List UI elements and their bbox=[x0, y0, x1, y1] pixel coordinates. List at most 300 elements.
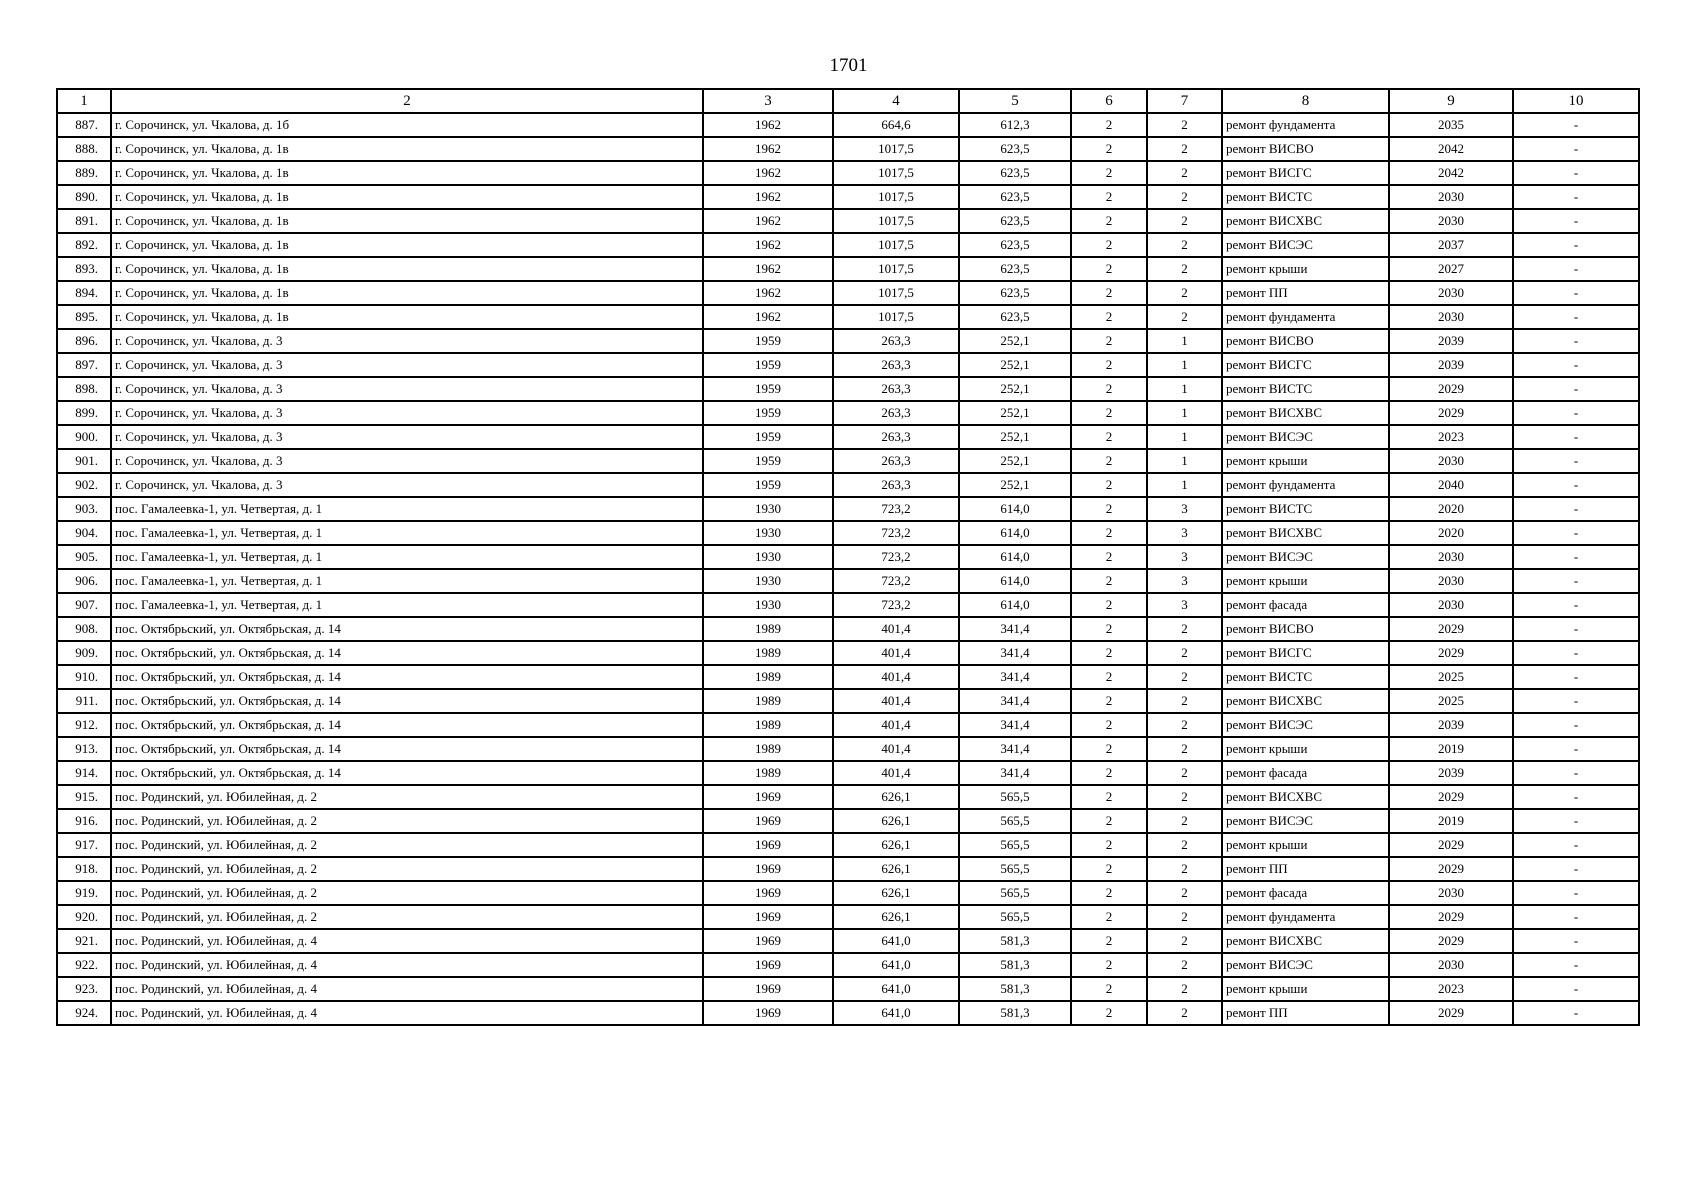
repair-type-cell: ремонт фасада bbox=[1222, 881, 1389, 905]
entrances-cell: 2 bbox=[1147, 161, 1222, 185]
living-area-cell: 341,4 bbox=[959, 617, 1071, 641]
year-built-cell: 1930 bbox=[703, 545, 833, 569]
row-number-cell: 904. bbox=[57, 521, 111, 545]
repair-type-cell: ремонт ВИСХВС bbox=[1222, 689, 1389, 713]
planned-year-cell: 2030 bbox=[1389, 545, 1513, 569]
year-built-cell: 1962 bbox=[703, 185, 833, 209]
planned-year-cell: 2023 bbox=[1389, 977, 1513, 1001]
row-number-cell: 924. bbox=[57, 1001, 111, 1025]
note-cell: - bbox=[1513, 593, 1639, 617]
note-cell: - bbox=[1513, 737, 1639, 761]
repair-type-cell: ремонт ВИСЭС bbox=[1222, 809, 1389, 833]
repair-type-cell: ремонт фундамента bbox=[1222, 905, 1389, 929]
planned-year-cell: 2035 bbox=[1389, 113, 1513, 137]
address-cell: г. Сорочинск, ул. Чкалова, д. 3 bbox=[111, 425, 703, 449]
row-number-cell: 897. bbox=[57, 353, 111, 377]
note-cell: - bbox=[1513, 401, 1639, 425]
note-cell: - bbox=[1513, 617, 1639, 641]
table-row bbox=[57, 713, 1639, 737]
entrances-cell: 2 bbox=[1147, 977, 1222, 1001]
entrances-cell: 2 bbox=[1147, 881, 1222, 905]
floors-cell: 2 bbox=[1071, 113, 1147, 137]
repair-type-cell: ремонт ВИСВО bbox=[1222, 329, 1389, 353]
note-cell: - bbox=[1513, 137, 1639, 161]
repair-type-cell: ремонт ВИСГС bbox=[1222, 161, 1389, 185]
year-built-cell: 1959 bbox=[703, 329, 833, 353]
row-number-cell: 887. bbox=[57, 113, 111, 137]
floors-cell: 2 bbox=[1071, 329, 1147, 353]
floors-cell: 2 bbox=[1071, 713, 1147, 737]
living-area-cell: 341,4 bbox=[959, 689, 1071, 713]
entrances-cell: 2 bbox=[1147, 137, 1222, 161]
year-built-cell: 1930 bbox=[703, 497, 833, 521]
entrances-cell: 2 bbox=[1147, 953, 1222, 977]
year-built-cell: 1959 bbox=[703, 449, 833, 473]
address-cell: пос. Октябрьский, ул. Октябрьская, д. 14 bbox=[111, 761, 703, 785]
living-area-cell: 565,5 bbox=[959, 785, 1071, 809]
living-area-cell: 565,5 bbox=[959, 857, 1071, 881]
total-area-cell: 1017,5 bbox=[833, 209, 959, 233]
repair-type-cell: ремонт ВИСХВС bbox=[1222, 929, 1389, 953]
table-row bbox=[57, 473, 1639, 497]
row-number-cell: 895. bbox=[57, 305, 111, 329]
note-cell: - bbox=[1513, 257, 1639, 281]
repair-type-cell: ремонт ВИСЭС bbox=[1222, 233, 1389, 257]
address-cell: г. Сорочинск, ул. Чкалова, д. 3 bbox=[111, 353, 703, 377]
table-row bbox=[57, 305, 1639, 329]
column-header: 7 bbox=[1147, 89, 1222, 113]
total-area-cell: 641,0 bbox=[833, 953, 959, 977]
row-number-cell: 907. bbox=[57, 593, 111, 617]
row-number-cell: 922. bbox=[57, 953, 111, 977]
repair-type-cell: ремонт ВИСХВС bbox=[1222, 209, 1389, 233]
entrances-cell: 2 bbox=[1147, 209, 1222, 233]
total-area-cell: 263,3 bbox=[833, 425, 959, 449]
floors-cell: 2 bbox=[1071, 497, 1147, 521]
table-row bbox=[57, 641, 1639, 665]
total-area-cell: 263,3 bbox=[833, 329, 959, 353]
repair-type-cell: ремонт фундамента bbox=[1222, 473, 1389, 497]
repair-type-cell: ремонт ВИСТС bbox=[1222, 377, 1389, 401]
repair-type-cell: ремонт ВИСХВС bbox=[1222, 401, 1389, 425]
table-row bbox=[57, 905, 1639, 929]
row-number-cell: 896. bbox=[57, 329, 111, 353]
note-cell: - bbox=[1513, 113, 1639, 137]
note-cell: - bbox=[1513, 377, 1639, 401]
total-area-cell: 1017,5 bbox=[833, 305, 959, 329]
table-row bbox=[57, 137, 1639, 161]
address-cell: г. Сорочинск, ул. Чкалова, д. 1в bbox=[111, 209, 703, 233]
note-cell: - bbox=[1513, 1001, 1639, 1025]
repair-type-cell: ремонт ПП bbox=[1222, 1001, 1389, 1025]
entrances-cell: 1 bbox=[1147, 473, 1222, 497]
note-cell: - bbox=[1513, 521, 1639, 545]
total-area-cell: 626,1 bbox=[833, 881, 959, 905]
address-cell: г. Сорочинск, ул. Чкалова, д. 1в bbox=[111, 233, 703, 257]
row-number-cell: 914. bbox=[57, 761, 111, 785]
total-area-cell: 641,0 bbox=[833, 929, 959, 953]
table-row bbox=[57, 233, 1639, 257]
total-area-cell: 401,4 bbox=[833, 713, 959, 737]
year-built-cell: 1969 bbox=[703, 929, 833, 953]
planned-year-cell: 2025 bbox=[1389, 689, 1513, 713]
planned-year-cell: 2029 bbox=[1389, 401, 1513, 425]
row-number-cell: 912. bbox=[57, 713, 111, 737]
row-number-cell: 908. bbox=[57, 617, 111, 641]
address-cell: г. Сорочинск, ул. Чкалова, д. 1в bbox=[111, 185, 703, 209]
table-row bbox=[57, 761, 1639, 785]
repair-type-cell: ремонт ВИСХВС bbox=[1222, 785, 1389, 809]
table-row bbox=[57, 833, 1639, 857]
year-built-cell: 1962 bbox=[703, 137, 833, 161]
living-area-cell: 623,5 bbox=[959, 257, 1071, 281]
living-area-cell: 565,5 bbox=[959, 905, 1071, 929]
note-cell: - bbox=[1513, 689, 1639, 713]
planned-year-cell: 2030 bbox=[1389, 185, 1513, 209]
repair-type-cell: ремонт ВИСХВС bbox=[1222, 521, 1389, 545]
floors-cell: 2 bbox=[1071, 137, 1147, 161]
repair-type-cell: ремонт крыши bbox=[1222, 257, 1389, 281]
note-cell: - bbox=[1513, 209, 1639, 233]
address-cell: пос. Родинский, ул. Юбилейная, д. 2 bbox=[111, 785, 703, 809]
planned-year-cell: 2037 bbox=[1389, 233, 1513, 257]
year-built-cell: 1962 bbox=[703, 305, 833, 329]
table-row bbox=[57, 281, 1639, 305]
living-area-cell: 623,5 bbox=[959, 233, 1071, 257]
address-cell: пос. Родинский, ул. Юбилейная, д. 4 bbox=[111, 953, 703, 977]
note-cell: - bbox=[1513, 449, 1639, 473]
table-row bbox=[57, 401, 1639, 425]
year-built-cell: 1969 bbox=[703, 977, 833, 1001]
living-area-cell: 252,1 bbox=[959, 449, 1071, 473]
entrances-cell: 2 bbox=[1147, 1001, 1222, 1025]
table-row bbox=[57, 113, 1639, 137]
table-row bbox=[57, 737, 1639, 761]
row-number-cell: 909. bbox=[57, 641, 111, 665]
total-area-cell: 626,1 bbox=[833, 833, 959, 857]
total-area-cell: 401,4 bbox=[833, 665, 959, 689]
planned-year-cell: 2030 bbox=[1389, 209, 1513, 233]
living-area-cell: 614,0 bbox=[959, 545, 1071, 569]
living-area-cell: 614,0 bbox=[959, 569, 1071, 593]
living-area-cell: 565,5 bbox=[959, 833, 1071, 857]
floors-cell: 2 bbox=[1071, 593, 1147, 617]
year-built-cell: 1969 bbox=[703, 785, 833, 809]
total-area-cell: 626,1 bbox=[833, 785, 959, 809]
address-cell: пос. Родинский, ул. Юбилейная, д. 2 bbox=[111, 833, 703, 857]
entrances-cell: 1 bbox=[1147, 377, 1222, 401]
note-cell: - bbox=[1513, 977, 1639, 1001]
floors-cell: 2 bbox=[1071, 929, 1147, 953]
note-cell: - bbox=[1513, 497, 1639, 521]
repair-type-cell: ремонт ВИСЭС bbox=[1222, 425, 1389, 449]
column-header: 10 bbox=[1513, 89, 1639, 113]
living-area-cell: 341,4 bbox=[959, 737, 1071, 761]
note-cell: - bbox=[1513, 857, 1639, 881]
year-built-cell: 1962 bbox=[703, 161, 833, 185]
repair-type-cell: ремонт ВИСЭС bbox=[1222, 545, 1389, 569]
living-area-cell: 623,5 bbox=[959, 209, 1071, 233]
entrances-cell: 2 bbox=[1147, 929, 1222, 953]
floors-cell: 2 bbox=[1071, 809, 1147, 833]
year-built-cell: 1930 bbox=[703, 521, 833, 545]
floors-cell: 2 bbox=[1071, 905, 1147, 929]
planned-year-cell: 2039 bbox=[1389, 761, 1513, 785]
column-header: 2 bbox=[111, 89, 703, 113]
address-cell: г. Сорочинск, ул. Чкалова, д. 1в bbox=[111, 137, 703, 161]
note-cell: - bbox=[1513, 881, 1639, 905]
living-area-cell: 581,3 bbox=[959, 977, 1071, 1001]
floors-cell: 2 bbox=[1071, 665, 1147, 689]
address-cell: г. Сорочинск, ул. Чкалова, д. 3 bbox=[111, 449, 703, 473]
address-cell: г. Сорочинск, ул. Чкалова, д. 1в bbox=[111, 161, 703, 185]
year-built-cell: 1969 bbox=[703, 857, 833, 881]
repair-type-cell: ремонт крыши bbox=[1222, 569, 1389, 593]
total-area-cell: 641,0 bbox=[833, 1001, 959, 1025]
entrances-cell: 3 bbox=[1147, 521, 1222, 545]
living-area-cell: 581,3 bbox=[959, 1001, 1071, 1025]
entrances-cell: 2 bbox=[1147, 281, 1222, 305]
floors-cell: 2 bbox=[1071, 473, 1147, 497]
year-built-cell: 1959 bbox=[703, 377, 833, 401]
planned-year-cell: 2025 bbox=[1389, 665, 1513, 689]
floors-cell: 2 bbox=[1071, 161, 1147, 185]
column-header: 9 bbox=[1389, 89, 1513, 113]
planned-year-cell: 2029 bbox=[1389, 785, 1513, 809]
floors-cell: 2 bbox=[1071, 377, 1147, 401]
repair-type-cell: ремонт крыши bbox=[1222, 449, 1389, 473]
address-cell: пос. Родинский, ул. Юбилейная, д. 2 bbox=[111, 881, 703, 905]
note-cell: - bbox=[1513, 545, 1639, 569]
repair-type-cell: ремонт фундамента bbox=[1222, 305, 1389, 329]
floors-cell: 2 bbox=[1071, 401, 1147, 425]
living-area-cell: 341,4 bbox=[959, 641, 1071, 665]
note-cell: - bbox=[1513, 161, 1639, 185]
living-area-cell: 252,1 bbox=[959, 329, 1071, 353]
note-cell: - bbox=[1513, 953, 1639, 977]
note-cell: - bbox=[1513, 281, 1639, 305]
total-area-cell: 1017,5 bbox=[833, 137, 959, 161]
row-number-cell: 894. bbox=[57, 281, 111, 305]
year-built-cell: 1989 bbox=[703, 713, 833, 737]
planned-year-cell: 2030 bbox=[1389, 953, 1513, 977]
table-row bbox=[57, 881, 1639, 905]
repair-type-cell: ремонт ВИСТС bbox=[1222, 665, 1389, 689]
entrances-cell: 2 bbox=[1147, 785, 1222, 809]
row-number-cell: 915. bbox=[57, 785, 111, 809]
address-cell: пос. Гамалеевка-1, ул. Четвертая, д. 1 bbox=[111, 593, 703, 617]
floors-cell: 2 bbox=[1071, 449, 1147, 473]
total-area-cell: 723,2 bbox=[833, 545, 959, 569]
entrances-cell: 2 bbox=[1147, 665, 1222, 689]
living-area-cell: 341,4 bbox=[959, 713, 1071, 737]
table-row bbox=[57, 161, 1639, 185]
total-area-cell: 1017,5 bbox=[833, 161, 959, 185]
address-cell: пос. Родинский, ул. Юбилейная, д. 2 bbox=[111, 905, 703, 929]
planned-year-cell: 2042 bbox=[1389, 137, 1513, 161]
row-number-cell: 903. bbox=[57, 497, 111, 521]
address-cell: пос. Октябрьский, ул. Октябрьская, д. 14 bbox=[111, 641, 703, 665]
row-number-cell: 913. bbox=[57, 737, 111, 761]
address-cell: г. Сорочинск, ул. Чкалова, д. 3 bbox=[111, 377, 703, 401]
note-cell: - bbox=[1513, 785, 1639, 809]
living-area-cell: 623,5 bbox=[959, 161, 1071, 185]
floors-cell: 2 bbox=[1071, 521, 1147, 545]
note-cell: - bbox=[1513, 233, 1639, 257]
total-area-cell: 626,1 bbox=[833, 905, 959, 929]
table-row bbox=[57, 569, 1639, 593]
entrances-cell: 1 bbox=[1147, 329, 1222, 353]
table-row bbox=[57, 929, 1639, 953]
planned-year-cell: 2039 bbox=[1389, 329, 1513, 353]
living-area-cell: 614,0 bbox=[959, 497, 1071, 521]
note-cell: - bbox=[1513, 473, 1639, 497]
row-number-cell: 905. bbox=[57, 545, 111, 569]
floors-cell: 2 bbox=[1071, 689, 1147, 713]
address-cell: пос. Родинский, ул. Юбилейная, д. 4 bbox=[111, 929, 703, 953]
table-row bbox=[57, 953, 1639, 977]
row-number-cell: 893. bbox=[57, 257, 111, 281]
repair-type-cell: ремонт ВИСВО bbox=[1222, 617, 1389, 641]
entrances-cell: 3 bbox=[1147, 569, 1222, 593]
row-number-cell: 916. bbox=[57, 809, 111, 833]
repair-type-cell: ремонт крыши bbox=[1222, 833, 1389, 857]
address-cell: г. Сорочинск, ул. Чкалова, д. 1в bbox=[111, 281, 703, 305]
entrances-cell: 2 bbox=[1147, 809, 1222, 833]
living-area-cell: 581,3 bbox=[959, 953, 1071, 977]
row-number-cell: 892. bbox=[57, 233, 111, 257]
total-area-cell: 664,6 bbox=[833, 113, 959, 137]
row-number-cell: 919. bbox=[57, 881, 111, 905]
column-header: 4 bbox=[833, 89, 959, 113]
column-header: 1 bbox=[57, 89, 111, 113]
year-built-cell: 1989 bbox=[703, 737, 833, 761]
table-row bbox=[57, 617, 1639, 641]
planned-year-cell: 2020 bbox=[1389, 521, 1513, 545]
entrances-cell: 3 bbox=[1147, 545, 1222, 569]
table-row bbox=[57, 545, 1639, 569]
total-area-cell: 401,4 bbox=[833, 761, 959, 785]
total-area-cell: 401,4 bbox=[833, 689, 959, 713]
floors-cell: 2 bbox=[1071, 785, 1147, 809]
note-cell: - bbox=[1513, 569, 1639, 593]
address-cell: пос. Родинский, ул. Юбилейная, д. 2 bbox=[111, 857, 703, 881]
page-number: 1701 bbox=[829, 55, 868, 76]
floors-cell: 2 bbox=[1071, 977, 1147, 1001]
row-number-cell: 900. bbox=[57, 425, 111, 449]
address-cell: г. Сорочинск, ул. Чкалова, д. 1в bbox=[111, 257, 703, 281]
entrances-cell: 2 bbox=[1147, 833, 1222, 857]
planned-year-cell: 2029 bbox=[1389, 1001, 1513, 1025]
living-area-cell: 623,5 bbox=[959, 305, 1071, 329]
year-built-cell: 1959 bbox=[703, 401, 833, 425]
table-row bbox=[57, 209, 1639, 233]
planned-year-cell: 2019 bbox=[1389, 809, 1513, 833]
row-number-cell: 917. bbox=[57, 833, 111, 857]
year-built-cell: 1930 bbox=[703, 569, 833, 593]
total-area-cell: 263,3 bbox=[833, 473, 959, 497]
total-area-cell: 263,3 bbox=[833, 353, 959, 377]
row-number-cell: 901. bbox=[57, 449, 111, 473]
note-cell: - bbox=[1513, 665, 1639, 689]
year-built-cell: 1930 bbox=[703, 593, 833, 617]
table-row bbox=[57, 185, 1639, 209]
table-row bbox=[57, 425, 1639, 449]
row-number-cell: 889. bbox=[57, 161, 111, 185]
total-area-cell: 723,2 bbox=[833, 521, 959, 545]
repair-type-cell: ремонт ВИСЭС bbox=[1222, 713, 1389, 737]
floors-cell: 2 bbox=[1071, 737, 1147, 761]
column-header: 3 bbox=[703, 89, 833, 113]
living-area-cell: 623,5 bbox=[959, 281, 1071, 305]
year-built-cell: 1989 bbox=[703, 761, 833, 785]
table-row bbox=[57, 857, 1639, 881]
living-area-cell: 612,3 bbox=[959, 113, 1071, 137]
entrances-cell: 2 bbox=[1147, 185, 1222, 209]
table-row bbox=[57, 353, 1639, 377]
living-area-cell: 581,3 bbox=[959, 929, 1071, 953]
planned-year-cell: 2030 bbox=[1389, 449, 1513, 473]
address-cell: г. Сорочинск, ул. Чкалова, д. 3 bbox=[111, 473, 703, 497]
planned-year-cell: 2020 bbox=[1389, 497, 1513, 521]
address-cell: пос. Октябрьский, ул. Октябрьская, д. 14 bbox=[111, 665, 703, 689]
note-cell: - bbox=[1513, 185, 1639, 209]
planned-year-cell: 2029 bbox=[1389, 833, 1513, 857]
year-built-cell: 1989 bbox=[703, 665, 833, 689]
total-area-cell: 263,3 bbox=[833, 401, 959, 425]
floors-cell: 2 bbox=[1071, 209, 1147, 233]
address-cell: пос. Родинский, ул. Юбилейная, д. 4 bbox=[111, 977, 703, 1001]
row-number-cell: 898. bbox=[57, 377, 111, 401]
planned-year-cell: 2030 bbox=[1389, 881, 1513, 905]
floors-cell: 2 bbox=[1071, 233, 1147, 257]
row-number-cell: 888. bbox=[57, 137, 111, 161]
planned-year-cell: 2039 bbox=[1389, 353, 1513, 377]
table-row bbox=[57, 593, 1639, 617]
note-cell: - bbox=[1513, 329, 1639, 353]
year-built-cell: 1989 bbox=[703, 641, 833, 665]
address-cell: пос. Октябрьский, ул. Октябрьская, д. 14 bbox=[111, 689, 703, 713]
row-number-cell: 902. bbox=[57, 473, 111, 497]
floors-cell: 2 bbox=[1071, 185, 1147, 209]
address-cell: г. Сорочинск, ул. Чкалова, д. 3 bbox=[111, 329, 703, 353]
total-area-cell: 401,4 bbox=[833, 737, 959, 761]
table-row bbox=[57, 977, 1639, 1001]
year-built-cell: 1969 bbox=[703, 905, 833, 929]
entrances-cell: 2 bbox=[1147, 617, 1222, 641]
year-built-cell: 1962 bbox=[703, 233, 833, 257]
address-cell: пос. Родинский, ул. Юбилейная, д. 2 bbox=[111, 809, 703, 833]
floors-cell: 2 bbox=[1071, 305, 1147, 329]
entrances-cell: 1 bbox=[1147, 353, 1222, 377]
column-header: 6 bbox=[1071, 89, 1147, 113]
planned-year-cell: 2029 bbox=[1389, 617, 1513, 641]
floors-cell: 2 bbox=[1071, 641, 1147, 665]
living-area-cell: 623,5 bbox=[959, 137, 1071, 161]
entrances-cell: 1 bbox=[1147, 401, 1222, 425]
living-area-cell: 252,1 bbox=[959, 425, 1071, 449]
note-cell: - bbox=[1513, 641, 1639, 665]
row-number-cell: 910. bbox=[57, 665, 111, 689]
total-area-cell: 1017,5 bbox=[833, 233, 959, 257]
repair-type-cell: ремонт крыши bbox=[1222, 977, 1389, 1001]
year-built-cell: 1969 bbox=[703, 953, 833, 977]
floors-cell: 2 bbox=[1071, 569, 1147, 593]
address-cell: пос. Октябрьский, ул. Октябрьская, д. 14 bbox=[111, 617, 703, 641]
floors-cell: 2 bbox=[1071, 257, 1147, 281]
year-built-cell: 1962 bbox=[703, 281, 833, 305]
year-built-cell: 1969 bbox=[703, 809, 833, 833]
